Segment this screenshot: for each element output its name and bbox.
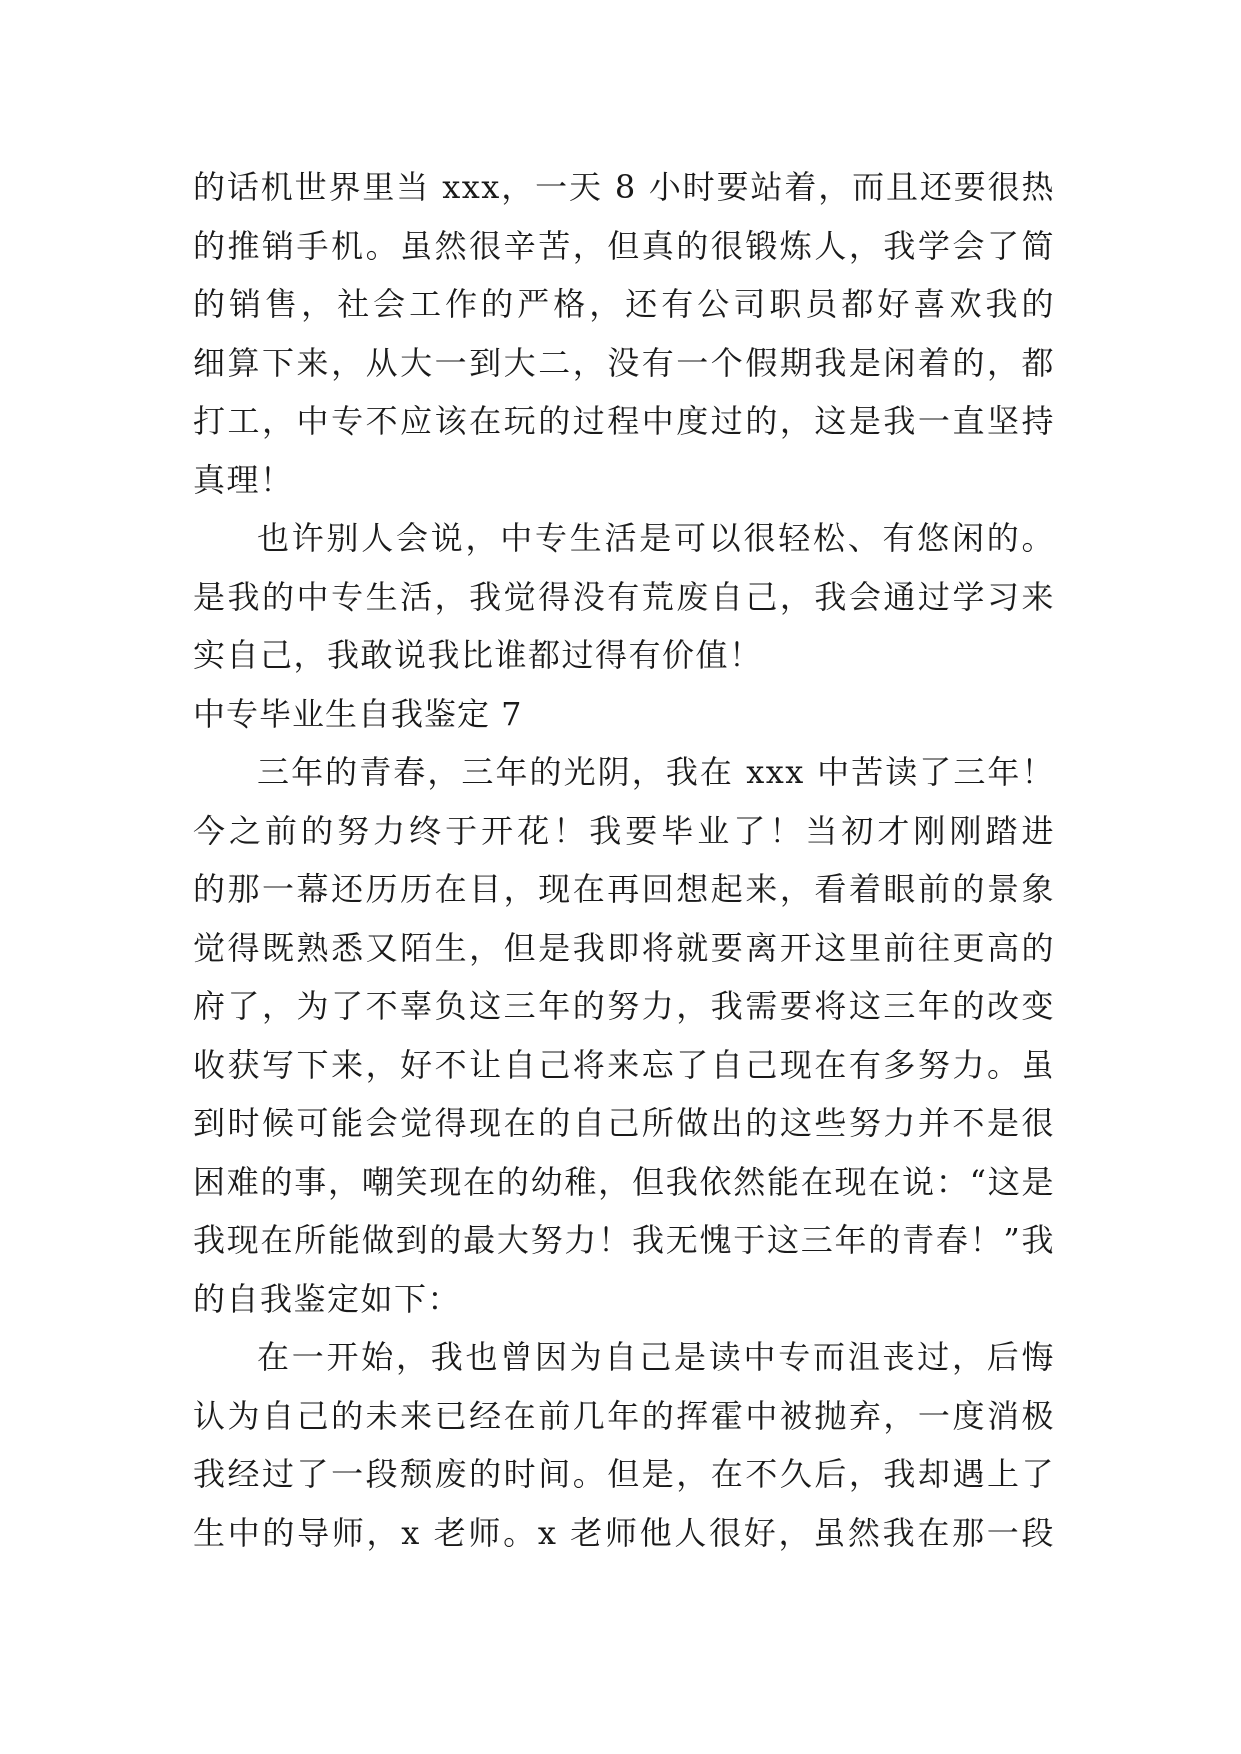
text-line: 今之前的努力终于开花！我要毕业了！当初才刚刚踏进 [193,811,1055,850]
text-line: 的自我鉴定如下： [193,1279,462,1318]
text-line: 也许别人会说，中专生活是可以很轻松、有悠闲的。 [257,519,1055,557]
text-line: 我经过了一段颓废的时间。但是，在不久后，我却遇上了 [193,1455,1055,1493]
section-heading: 中专毕业生自我鉴定 7 [193,694,523,733]
text-line: 实自己，我敢说我比谁都过得有价值！ [193,636,763,674]
text-line: 的那一幕还历历在目，现在再回想起来，看着眼前的景象 [193,870,1055,908]
text-line: 生中的导师，x 老师。x 老师他人很好，虽然我在那一段 [193,1513,1055,1552]
document-body [193,158,1055,1562]
text-line: 真理！ [193,460,294,499]
text-line: 打工，中专不应该在玩的过程中度过的，这是我一直坚持 [193,402,1055,440]
text-line: 的销售，社会工作的严格，还有公司职员都好喜欢我的 [193,285,1055,323]
text-line: 到时候可能会觉得现在的自己所做出的这些努力并不是很 [193,1104,1055,1142]
text-line: 觉得既熟悉又陌生，但是我即将就要离开这里前往更高的 [193,928,1055,967]
text-line: 的话机世界里当 xxx，一天 8 小时要站着，而且还要很热 [193,168,1055,206]
text-line: 是我的中专生活，我觉得没有荒废自己，我会通过学习来 [193,577,1055,616]
text-line: 三年的青春，三年的光阴，我在 xxx 中苦读了三年！ [257,753,1055,791]
text-line: 困难的事，嘲笑现在的幼稚，但我依然能在现在说：“这是 [193,1162,1055,1201]
text-line: 的推销手机。虽然很辛苦，但真的很锻炼人，我学会了简 [193,226,1055,265]
text-line: 细算下来，从大一到大二，没有一个假期我是闲着的，都 [193,343,1055,382]
text-line: 收获写下来，好不让自己将来忘了自己现在有多努力。虽 [193,1045,1055,1084]
text-line: 在一开始，我也曾因为自己是读中专而沮丧过，后悔 [257,1338,1055,1376]
text-line: 府了，为了不辜负这三年的努力，我需要将这三年的改变 [193,987,1055,1025]
text-line: 认为自己的未来已经在前几年的挥霍中被抛弃，一度消极 [193,1396,1055,1435]
text-line: 我现在所能做到的最大努力！我无愧于这三年的青春！”我 [193,1221,1055,1259]
